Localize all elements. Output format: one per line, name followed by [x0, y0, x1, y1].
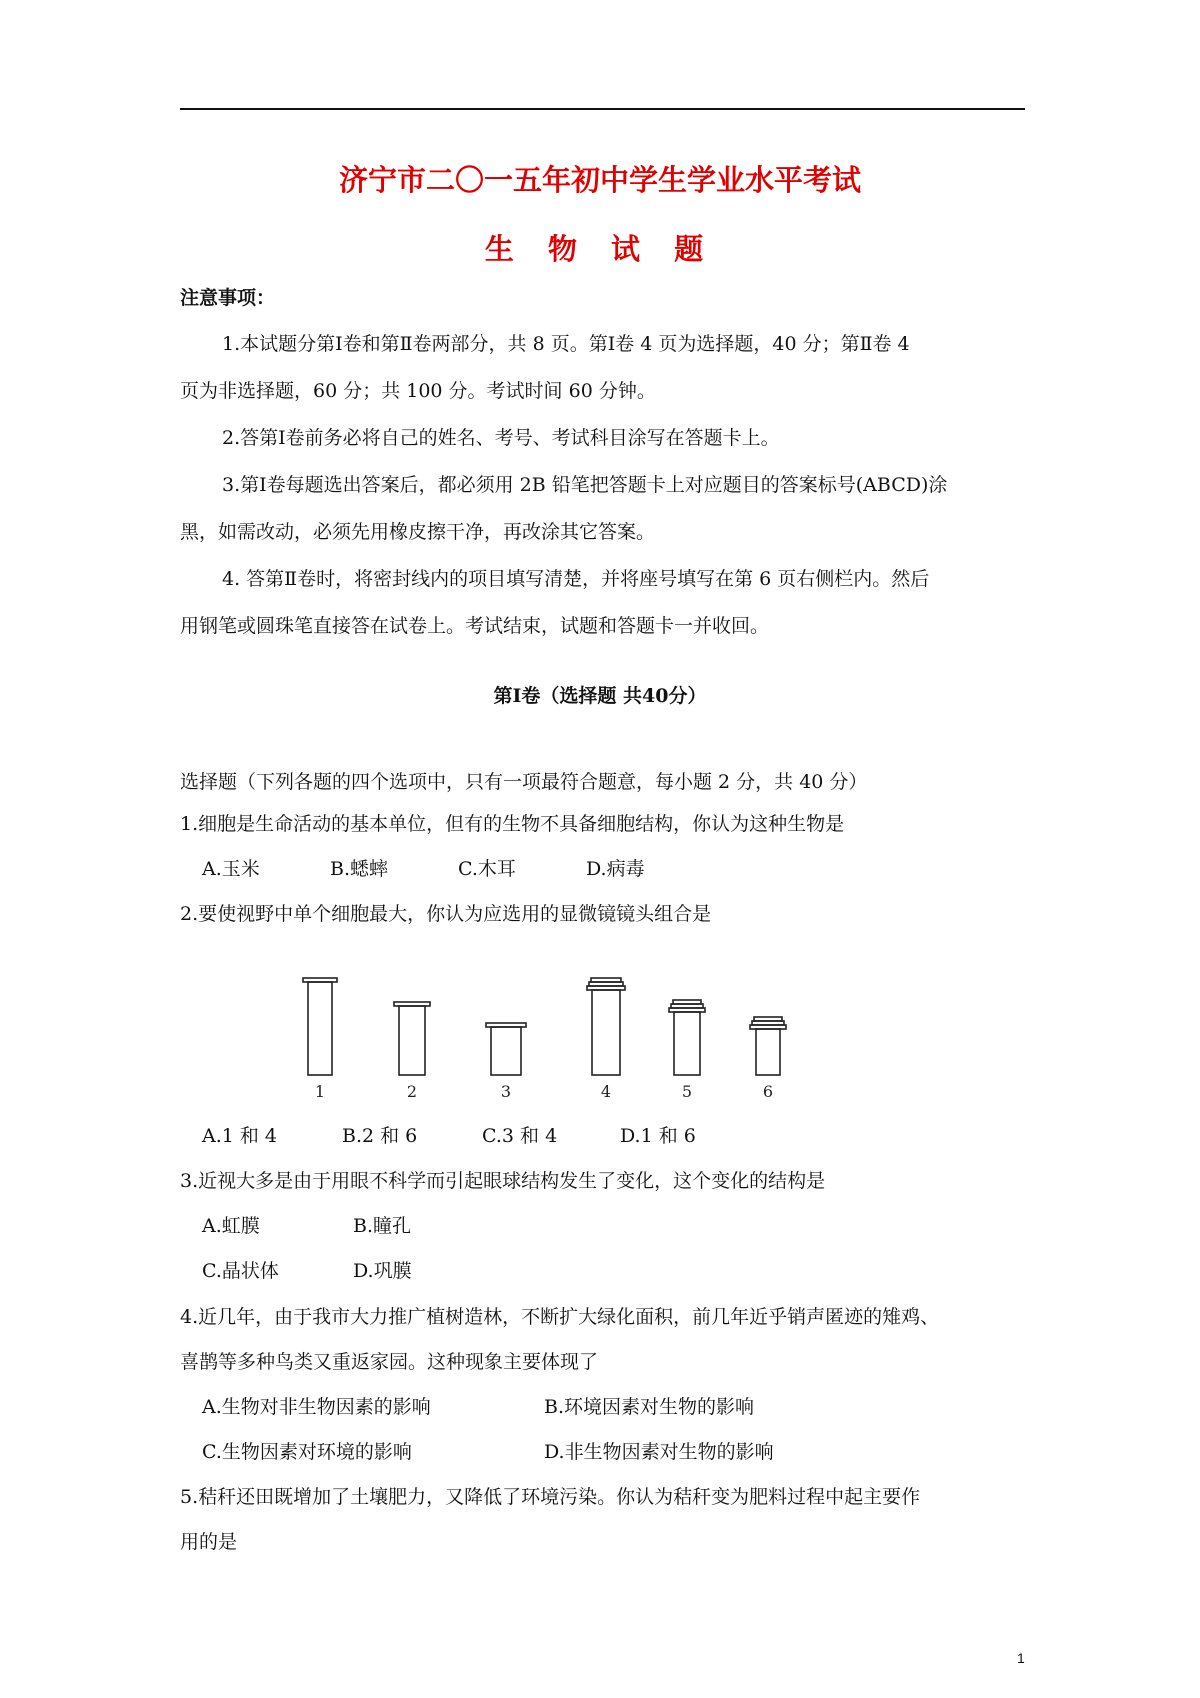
lens-label-3: 3 — [500, 1082, 512, 1100]
lens-2 — [394, 1002, 430, 1075]
lens-5 — [669, 1000, 705, 1075]
lens-label-2: 2 — [406, 1082, 418, 1100]
question-1-option-b: B.蟋蟀 — [330, 858, 389, 880]
lens-3 — [486, 1023, 526, 1075]
page-number: 1 — [1017, 1650, 1025, 1666]
notice-item-2: 2.答第Ⅰ卷前务必将自己的姓名、考号、考试科目涂写在答题卡上。 — [222, 427, 780, 449]
question-3-option-a: A.虹膜 — [202, 1215, 260, 1237]
section-instructions: 选择题（下列各题的四个选项中，只有一项最符合题意，每小题 2 分，共 40 分） — [180, 771, 868, 793]
question-3-option-c: C.晶状体 — [202, 1260, 279, 1282]
question-2-option-c: C.3 和 4 — [482, 1125, 558, 1147]
notice-item-3-line-2: 黑，如需改动，必须先用橡皮擦干净，再改涂其它答案。 — [180, 521, 656, 543]
lens-label-1: 1 — [314, 1082, 326, 1100]
question-5-stem-line-2: 用的是 — [180, 1531, 238, 1553]
question-4-option-b: B.环境因素对生物的影响 — [544, 1396, 755, 1418]
lens-label-6: 6 — [762, 1082, 774, 1100]
notice-item-1-line-2: 页为非选择题，60 分；共 100 分。考试时间 60 分钟。 — [180, 380, 656, 402]
question-4-stem-line-2: 喜鹊等多种鸟类又重返家园。这种现象主要体现了 — [180, 1351, 599, 1373]
question-1-stem: 1.细胞是生命活动的基本单位，但有的生物不具备细胞结构，你认为这种生物是 — [180, 813, 845, 835]
question-2-option-a: A.1 和 4 — [202, 1125, 278, 1147]
question-3-option-b: B.瞳孔 — [353, 1215, 412, 1237]
question-4-option-d: D.非生物因素对生物的影响 — [544, 1441, 774, 1463]
question-3-stem: 3.近视大多是由于用眼不科学而引起眼球结构发生了变化，这个变化的结构是 — [180, 1170, 826, 1192]
question-5-stem-line-1: 5.秸秆还田既增加了土壤肥力，又降低了环境污染。你认为秸秆变为肥料过程中起主要作 — [180, 1486, 921, 1508]
question-2-option-b: B.2 和 6 — [342, 1125, 418, 1147]
microscope-lenses-figure — [290, 965, 830, 1100]
notice-item-4-line-1: 4. 答第Ⅱ卷时，将密封线内的项目填写清楚，并将座号填写在第 6 页右侧栏内。然后 — [222, 568, 930, 590]
notice-heading: 注意事项： — [180, 287, 276, 309]
question-1-option-a: A.玉米 — [202, 858, 260, 880]
notice-item-1-line-1: 1.本试题分第Ⅰ卷和第Ⅱ卷两部分，共 8 页。第Ⅰ卷 4 页为选择题，40 分；第Ⅱ卷 4 — [222, 333, 910, 355]
question-4-stem-line-1: 4.近几年，由于我市大力推广植树造林，不断扩大绿化面积，前几年近乎销声匿迹的雉鸡、 — [180, 1306, 940, 1328]
lens-4 — [587, 978, 625, 1075]
question-1-option-c: C.木耳 — [458, 858, 516, 880]
lens-1 — [303, 978, 337, 1075]
notice-item-3-line-1: 3.第Ⅰ卷每题选出答案后，都必须用 2B 铅笔把答题卡上对应题目的答案标号(ABCD)涂 — [222, 474, 948, 496]
lens-label-4: 4 — [600, 1082, 612, 1100]
question-4-option-c: C.生物因素对环境的影响 — [202, 1441, 412, 1463]
question-3-option-d: D.巩膜 — [353, 1260, 412, 1282]
exam-subtitle: 生 物 试 题 — [484, 232, 716, 266]
lens-6 — [750, 1017, 786, 1075]
lens-label-5: 5 — [681, 1082, 693, 1100]
header-rule — [180, 108, 1025, 110]
question-4-option-a: A.生物对非生物因素的影响 — [202, 1396, 431, 1418]
question-1-option-d: D.病毒 — [586, 858, 645, 880]
exam-title: 济宁市二〇一五年初中学生学业水平考试 — [338, 163, 861, 197]
question-2-option-d: D.1 和 6 — [620, 1125, 696, 1147]
section-title: 第Ⅰ卷（选择题 共40分） — [493, 685, 707, 707]
notice-item-4-line-2: 用钢笔或圆珠笔直接答在试卷上。考试结束，试题和答题卡一并收回。 — [180, 615, 770, 637]
question-2-stem: 2.要使视野中单个细胞最大，你认为应选用的显微镜镜头组合是 — [180, 903, 712, 925]
